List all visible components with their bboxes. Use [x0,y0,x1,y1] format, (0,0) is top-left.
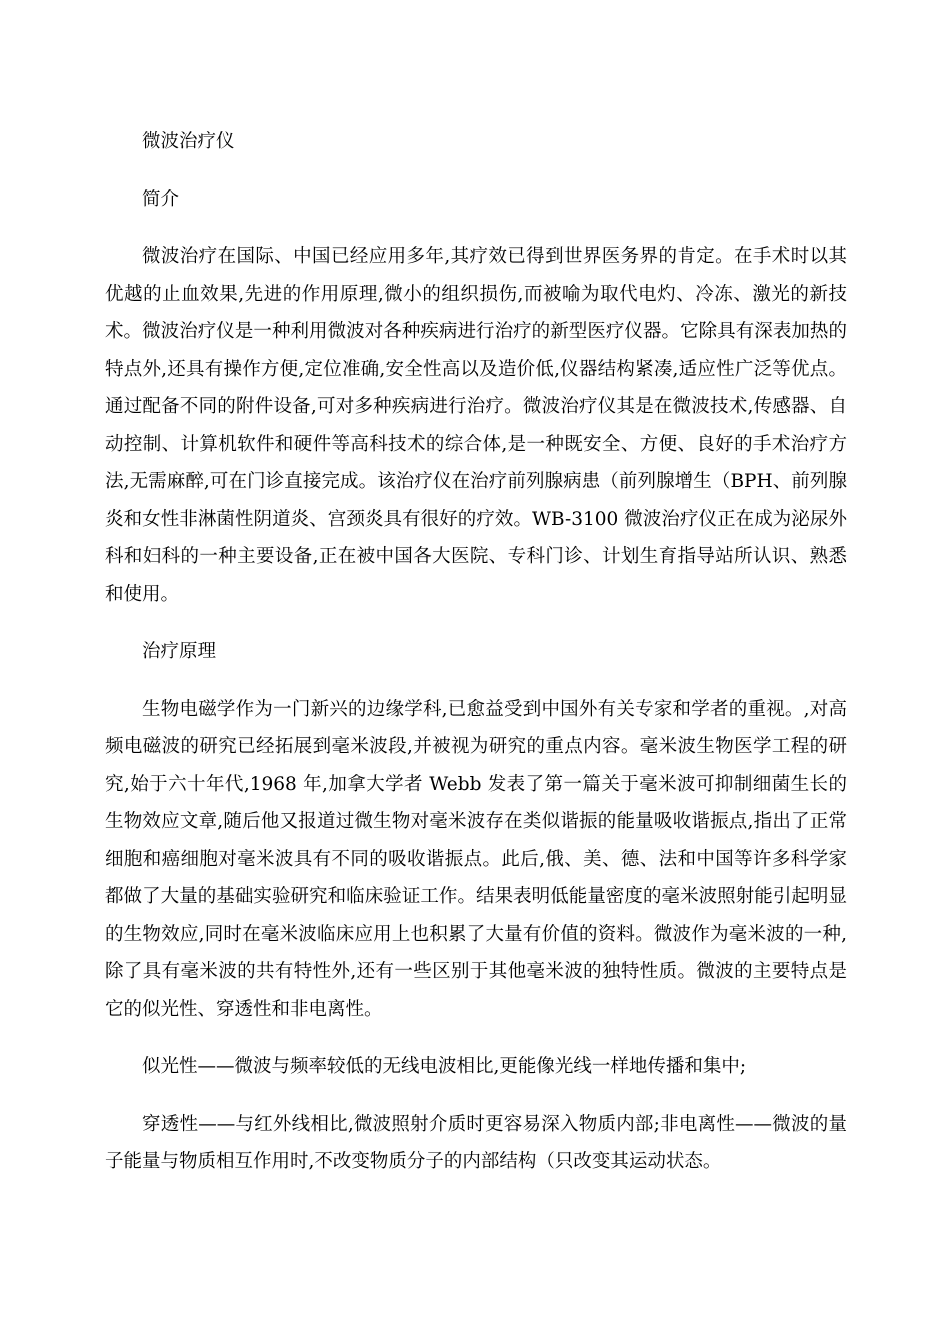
quasi-optical-paragraph: 似光性——微波与频率较低的无线电波相比,更能像光线一样地传播和集中; [142,1056,747,1077]
document-title: 微波治疗仪 [142,131,235,152]
section-heading-principle: 治疗原理 [142,641,217,662]
principle-paragraph: 生物电磁学作为一门新兴的边缘学科,已愈益受到中国外有关专家和学者的重视。,对高频电磁波的研究已经拓展到毫米波段,并被视为研究的重点内容。毫米波生物医学工程的研究,始于六十年代,1968 年,加拿大学者 Webb 发表了第一篇关于毫米波可抑制细菌生长的生物效应文章,随后他又报道过微生物对毫米波存在类似谐振的能量吸收谐振点,指出了正常细胞和癌细胞对毫米波具有不同的吸收谐振点。此后,俄、美、德、法和中国等许多科学家都做了大量的基础实验研究和临床验证工作。结果表明低能量密度的毫米波照射能引起明显的生物效应,同时在毫米波临床应用上也积累了大量有价值的资料。微波作为毫米波的一种,除了具有毫米波的共有特性外,还有一些区别于其他毫米波的独特性质。微波的主要特点是它的似光性、穿透性和非电离性。 [105,698,847,1020]
document-body [105,123,847,1181]
intro-paragraph: 微波治疗在国际、中国已经应用多年,其疗效已得到世界医务界的肯定。在手术时以其优越的止血效果,先进的作用原理,微小的组织损伤,而被喻为取代电灼、冷冻、激光的新技术。微波治疗仪是一种利用微波对各种疾病进行治疗的新型医疗仪器。它除具有深表加热的特点外,还具有操作方便,定位准确,安全性高以及造价低,仪器结构紧凑,适应性广泛等优点。通过配备不同的附件设备,可对多种疾病进行治疗。微波治疗仪其是在微波技术,传感器、自动控制、计算机软件和硬件等高科技术的综合体,是一种既安全、方便、良好的手术治疗方法,无需麻醉,可在门诊直接完成。该治疗仪在治疗前列腺病患（前列腺增生（BPH、前列腺炎和女性非淋菌性阴道炎、宫颈炎具有很好的疗效。WB-3100 微波治疗仪正在成为泌尿外科和妇科的一种主要设备,正在被中国各大医院、专科门诊、计划生育指导站所认识、熟悉和使用。 [105,246,847,605]
penetration-paragraph: 穿透性——与红外线相比,微波照射介质时更容易深入物质内部;非电离性——微波的量子能量与物质相互作用时,不改变物质分子的内部结构（只改变其运动状态。 [105,1113,847,1172]
section-heading-intro: 简介 [142,188,180,210]
